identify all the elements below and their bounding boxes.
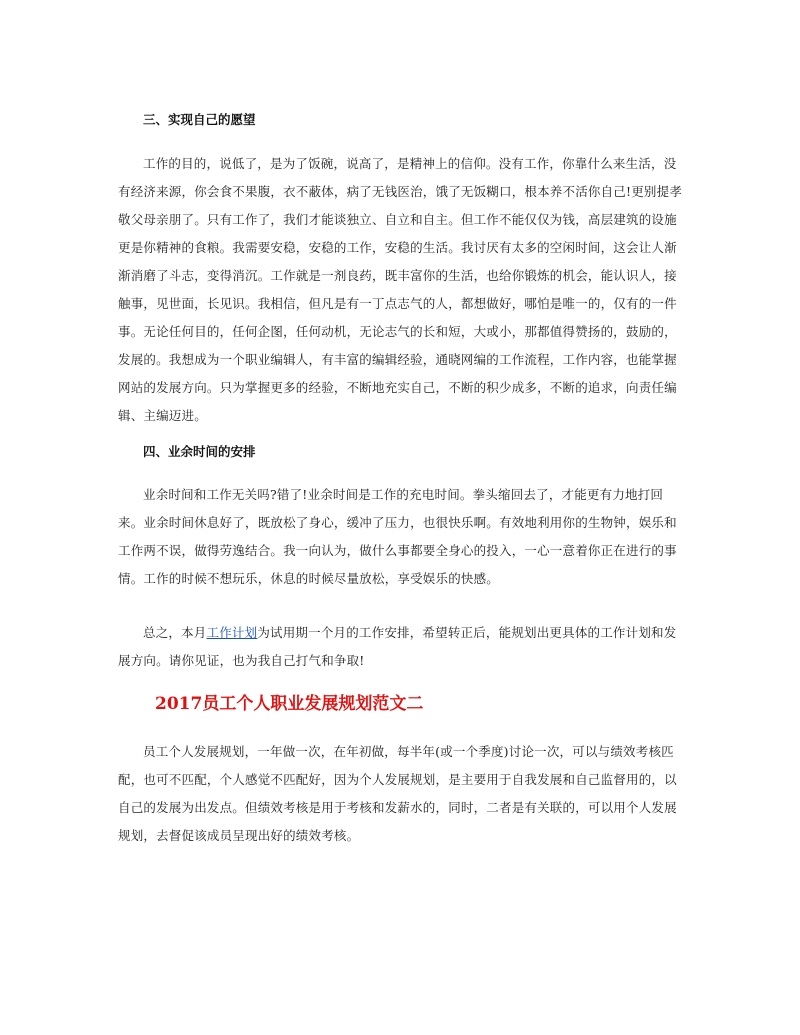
paragraph: 员工个人发展规划，一年做一次，在年初做，每半年(或一个季度)讨论一次，可以与绩效考核匹配，也可不匹配，个人感觉不匹配好，因为个人发展规划，是主要用于自我发展和自己监督用的，以自己的发展为出发点。但绩效考核是用于考核和发薪水的，同时，二者是有关联的，可以用个人发展规划，去督促该成员呈现出好的绩效考核。 (118, 744, 677, 843)
section-4-body (118, 481, 684, 593)
section-heading-3: 三、实现自己的愿望 (143, 112, 256, 127)
section-heading-4: 四、业余时间的安排 (143, 444, 256, 459)
article-2-body (118, 738, 684, 850)
summary-text-after: 为试用期一个月的工作安排，希望转正后，能规划出更具体的工作计划和发展方向。请你见证，也为我自己打气和争取! (118, 625, 677, 668)
paragraph: 工作的目的，说低了，是为了饭碗，说高了，是精神上的信仰。没有工作，你靠什么来生活，没有经济来源，你会食不果腹，衣不蔽体，病了无钱医治，饿了无饭糊口，根本养不活你自己!更别提孝敬父母亲朋了。只有工作了，我们才能谈独立、自立和自主。但工作不能仅仅为钱，高层建筑的设施更是你精神的食粮。我需要安稳，安稳的工作，安稳的生活。我讨厌有太多的空闲时间，这会让人渐渐消磨了斗志，变得消沉。工作就是一剂良药，既丰富你的生活，也给你锻炼的机会，能认识人，接触事，见世面，长见识。我相信，但凡是有一丁点志气的人，都想做好，哪怕是唯一的，仅有的一件事。无论任何目的，任何企图，任何动机，无论志气的长和短，大或小，那都值得赞扬的，鼓励的，发展的。我想成为一个职业编辑人，有丰富的编辑经验，通晓网编的工作流程，工作内容，也能掌握网站的发展方向。只为掌握更多的经验，不断地充实自己，不断的积少成多，不断的追求，向责任编辑、主编迈进。 (118, 156, 683, 423)
paragraph: 业余时间和工作无关吗?错了!业余时间是工作的充电时间。拳头缩回去了，才能更有力地打回来。业余时间休息好了，既放松了身心，缓冲了压力，也很快乐啊。有效地利用你的生物钟，娱乐和工作两不误，做得劳逸结合。我一向认为，做什么事都要全身心的投入，一心一意着你正在进行的事情。工作的时候不想玩乐，休息的时候尽量放松，享受娱乐的快感。 (118, 487, 677, 586)
summary-paragraph (118, 619, 684, 675)
work-plan-link[interactable]: 工作计划 (206, 625, 258, 640)
summary-body (118, 619, 684, 675)
section-3-body (118, 150, 684, 430)
article-title: 2017员工个人职业发展规划范文二 (155, 694, 424, 714)
summary-text-before: 总之，本月 (143, 625, 207, 640)
